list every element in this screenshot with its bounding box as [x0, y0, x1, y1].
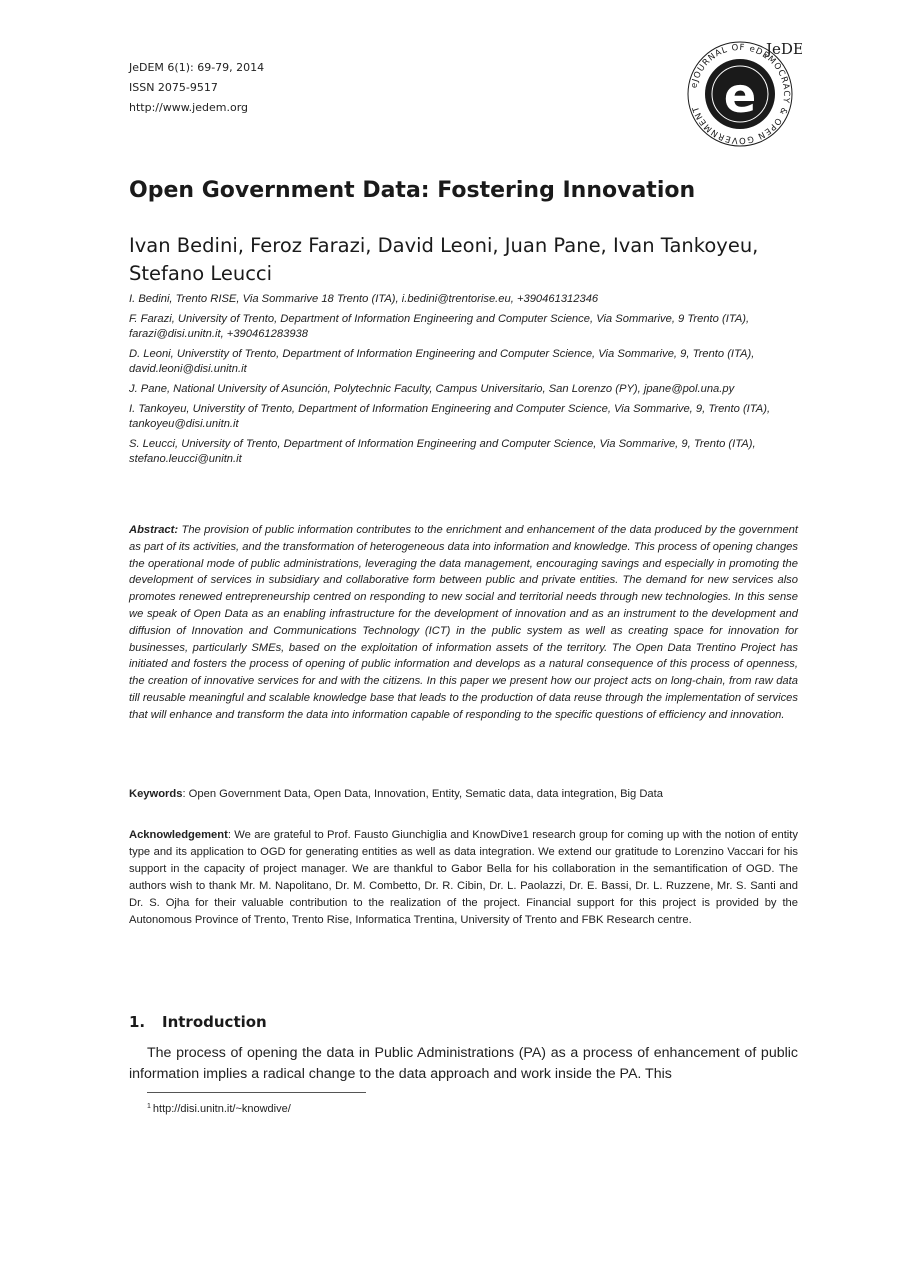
affiliation: J. Pane, National University of Asunción, Polytechnic Faculty, Campus Universitario, San Lorenzo (PY), jpane@pol.una.py — [129, 382, 735, 395]
author-list: Ivan Bedini, Feroz Farazi, David Leoni, Juan Pane, Ivan Tankoyeu, Stefano Leucci — [129, 234, 759, 285]
affiliations — [129, 292, 799, 472]
affiliation: D. Leoni, Universtity of Trento, Department of Information Engineering and Computer Science, Via Sommarive, 9, Trento (ITA), david.leoni@disi.unitn.it — [129, 347, 755, 376]
logo-ring-text: eJOURNAL OF eDEMOCRACY & OPEN GOVERNMENT — [689, 42, 792, 146]
section-title: Introduction — [162, 1013, 267, 1031]
keywords-text: : Open Government Data, Open Data, Innovation, Entity, Sematic data, data integration, Big Data — [182, 788, 663, 800]
affiliation: S. Leucci, University of Trento, Department of Information Engineering and Computer Science, Via Sommarive, 9, Trento (ITA), stefano.leucci@unitn.it — [129, 437, 756, 466]
affiliation: I. Tankoyeu, Universtity of Trento, Department of Information Engineering and Computer Science, Via Sommarive, 9, Trento (ITA), tankoyeu@disi.unitn.it — [129, 402, 771, 431]
logo-letter: e — [723, 68, 757, 124]
journal-citation: JeDEM 6(1): 69-79, 2014 — [129, 61, 265, 74]
affiliation: I. Bedini, Trento RISE, Via Sommarive 18 Trento (ITA), i.bedini@trentorise.eu, +390461312346 — [129, 293, 599, 305]
section-number: 1. — [129, 1013, 146, 1031]
acknowledgement-text: : We are grateful to Prof. Fausto Giunchiglia and KnowDive1 research group for coming up with the notion of entity type and its application to OGD for generating entities as well as data integration. We extend our gratitude to Lorenzino Vaccari for his support in the capacity of project manager. We are thankful to Gabor Bella for his collaboration in the semantification of OGD. The authors wish to thank Mr. M. Napolitano, Dr. M. Combetto, Dr. R. Cibin, Dr. L. Paolazzi, Dr. E. Bassi, Dr. L. Ruzzene, Mr. S. Santi and Dr. S. Ojha for their valuable contribution to the realization of the project. Financial support for this project is provided by the Autonomous Province of Trento, Trento Rise, Informatica Trentina, University of Trento and FBK Research centre. — [129, 829, 798, 926]
logo-name: JeDE — [766, 40, 802, 58]
journal-header — [129, 58, 264, 118]
footnote — [147, 1103, 291, 1115]
jedem-logo-icon — [678, 32, 802, 156]
abstract — [129, 522, 798, 724]
section-heading — [129, 1013, 267, 1031]
affiliation: F. Farazi, University of Trento, Department of Information Engineering and Computer Science, Via Sommarive, 9 Trento (ITA), farazi@disi.unitn.it, +390461283938 — [129, 312, 750, 341]
footnote-divider — [147, 1092, 366, 1093]
abstract-label: Abstract: — [129, 524, 179, 536]
acknowledgement-label: Acknowledgement — [129, 829, 228, 841]
footnote-marker: 1 — [147, 1103, 151, 1110]
jedem-logo — [678, 32, 802, 156]
abstract-text: The provision of public information contributes to the enrichment and enhancement of the data produced by the government as part of its activities, and the transformation of heterogeneous data into information and knowledge. This process of opening changes the operational mode of public administrations, leveraging the data management, encouraging savings and especially in promoting the development of services in subsidiary and collaborative form between public and private entities. The demand for new services also promotes renewed entrepreneurship centred on responding to new social and territorial needs through new technologies. In this sense we speak of Open Data as an enabling infrastructure for the development of innovation and as an instrument to the development and diffusion of Innovation and Communications Technology (ICT) in the public system as well as creating space for innovation for businesses, particularly SMEs, based on the exploitation of information assets of the territory. The Open Data Trentino Project has initiated and fosters the process of opening of public information and develops as a natural consequence of this process of openness, the creation of innovative services for and with the citizens. In this paper we present how our project acts on long-chain, from raw data till reusable meaningful and scalable knowledge base that leads to the production of data reuse through the implementation of services that will enhance and transform the data into information capable of responding to the specific questions of efficiency and innovation. — [129, 524, 799, 721]
keywords-label: Keywords — [129, 788, 183, 800]
acknowledgement — [129, 827, 798, 929]
journal-url[interactable]: http://www.jedem.org — [129, 101, 249, 114]
introduction-paragraph: The process of opening the data in Public Administrations (PA) as a process of enhancement of public information implies a radical change to the data approach and work inside the PA. This — [129, 1045, 798, 1082]
footnote-link[interactable]: http://disi.unitn.it/~knowdive/ — [152, 1103, 291, 1115]
keywords — [129, 786, 798, 802]
paper-title: Open Government Data: Fostering Innovation — [129, 178, 696, 203]
journal-issn: ISSN 2075-9517 — [129, 81, 218, 94]
